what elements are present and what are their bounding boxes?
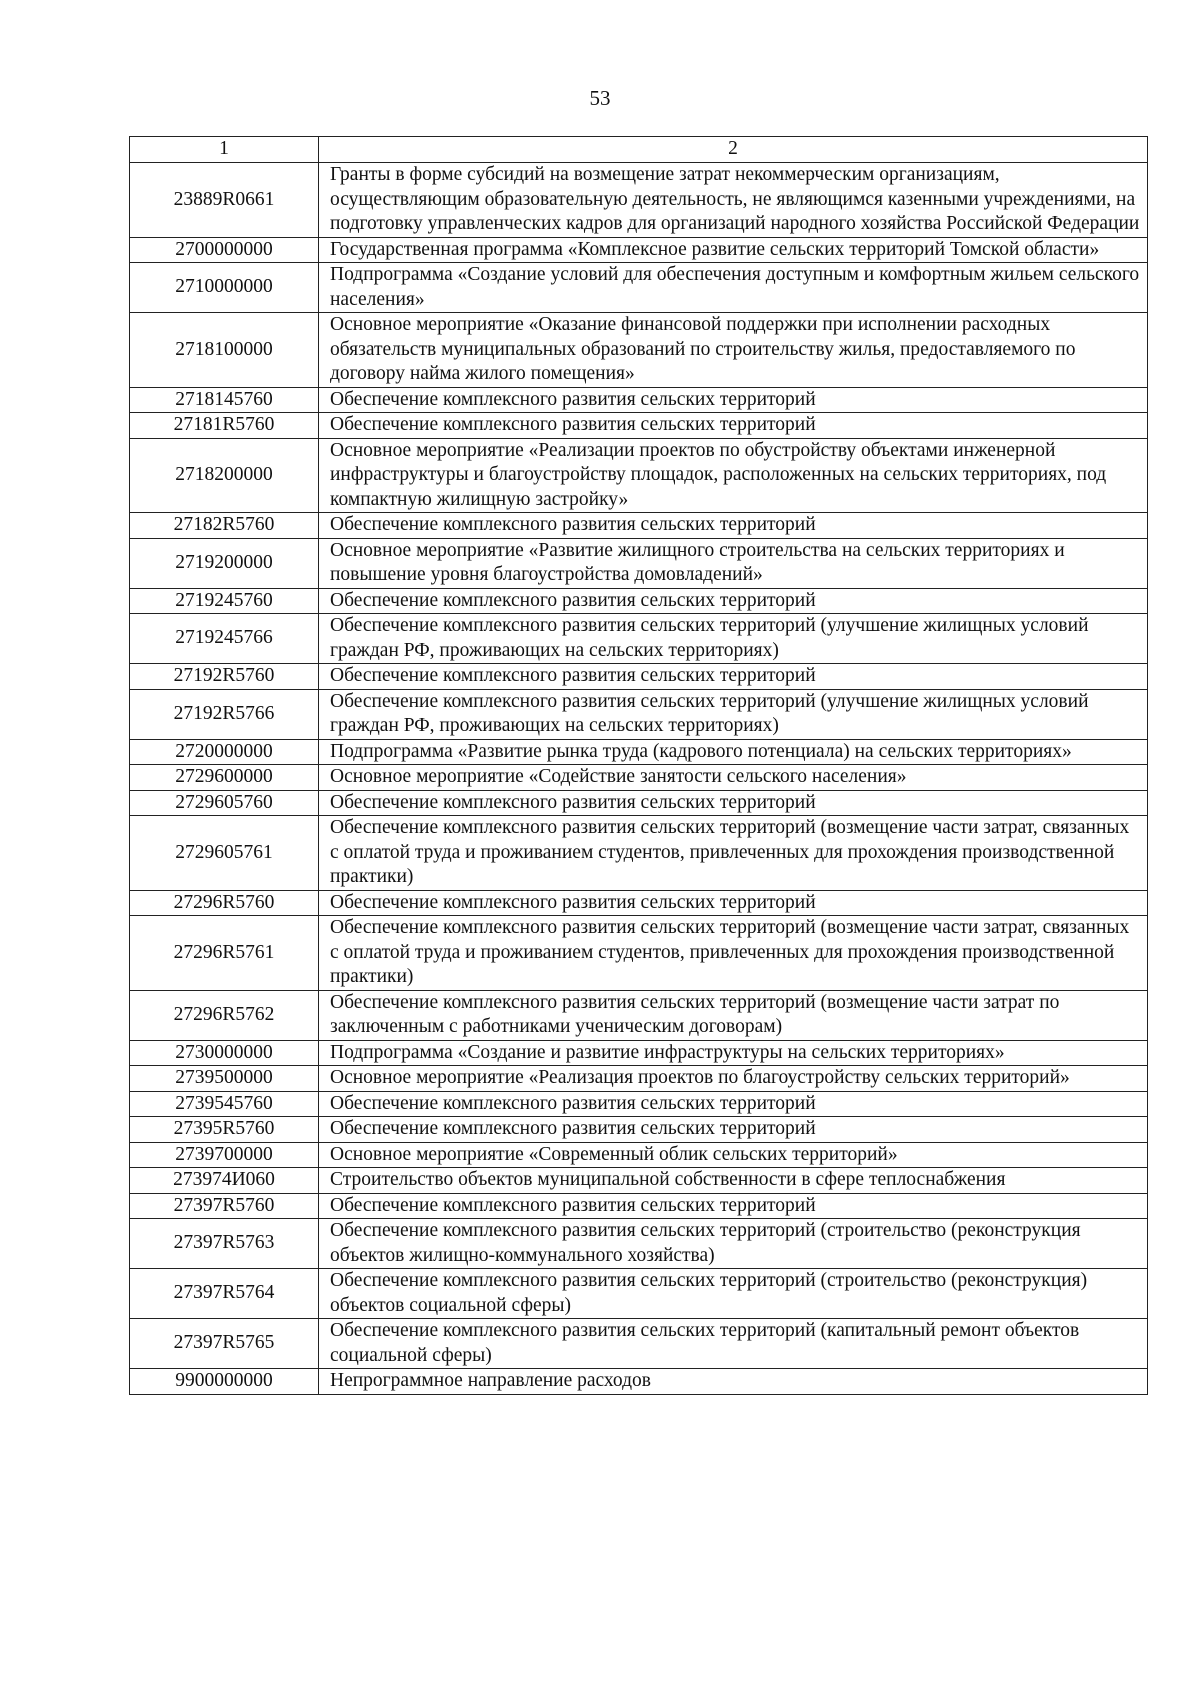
table-row: [130, 387, 1148, 413]
row-code: 2729600000: [130, 765, 319, 791]
row-code: 27192R5766: [130, 689, 319, 739]
table-row: [130, 1319, 1148, 1369]
row-code: 27397R5760: [130, 1193, 319, 1219]
table-row: [130, 765, 1148, 791]
table-row: [130, 614, 1148, 664]
row-description: Подпрограмма «Создание и развитие инфраструктуры на сельских территориях»: [319, 1040, 1148, 1066]
row-code: 2739545760: [130, 1091, 319, 1117]
row-code: 27181R5760: [130, 413, 319, 439]
table-row: [130, 1117, 1148, 1143]
table-row: [130, 313, 1148, 388]
classification-table: [129, 136, 1148, 1395]
table-row: [130, 1219, 1148, 1269]
row-code: 27397R5764: [130, 1269, 319, 1319]
row-description: Обеспечение комплексного развития сельских территорий: [319, 890, 1148, 916]
row-code: 27296R5760: [130, 890, 319, 916]
row-code: 27192R5760: [130, 664, 319, 690]
row-description: Основное мероприятие «Реализации проектов по обустройству объектами инженерной инфраструктуры и благоустройству площадок, расположенных на сельских территориях, под компактную жилищную застройку»: [319, 438, 1148, 513]
table-row: [130, 263, 1148, 313]
row-code: 2720000000: [130, 739, 319, 765]
row-description: Основное мероприятие «Оказание финансовой поддержки при исполнении расходных обязательств муниципальных образований по строительству жилья, предоставляемого по договору найма жилого помещения»: [319, 313, 1148, 388]
row-code: 2739500000: [130, 1066, 319, 1092]
table-row: [130, 237, 1148, 263]
row-description: Основное мероприятие «Развитие жилищного строительства на сельских территориях и повышение уровня благоустройства домовладений»: [319, 538, 1148, 588]
row-code: 2718145760: [130, 387, 319, 413]
row-description: Подпрограмма «Создание условий для обеспечения доступным и комфортным жильем сельского населения»: [319, 263, 1148, 313]
row-description: Обеспечение комплексного развития сельских территорий (возмещение части затрат по заключенным с работниками ученическим договорам): [319, 990, 1148, 1040]
header-col-2: 2: [319, 137, 1148, 163]
row-description: Обеспечение комплексного развития сельских территорий (возмещение части затрат, связанных с оплатой труда и проживанием студентов, привлеченных для прохождения производственной практики): [319, 816, 1148, 891]
row-description: Обеспечение комплексного развития сельских территорий: [319, 1091, 1148, 1117]
row-code: 23889R0661: [130, 163, 319, 238]
row-description: Обеспечение комплексного развития сельских территорий (улучшение жилищных условий граждан РФ, проживающих на сельских территориях): [319, 614, 1148, 664]
table-row: [130, 1193, 1148, 1219]
row-description: Непрограммное направление расходов: [319, 1369, 1148, 1395]
row-code: 27296R5761: [130, 916, 319, 991]
row-code: 2718200000: [130, 438, 319, 513]
table-row: [130, 664, 1148, 690]
row-code: 2739700000: [130, 1142, 319, 1168]
row-description: Обеспечение комплексного развития сельских территорий (строительство (реконструкция) объектов социальной сферы): [319, 1269, 1148, 1319]
row-description: Строительство объектов муниципальной собственности в сфере теплоснабжения: [319, 1168, 1148, 1194]
row-code: 27182R5760: [130, 513, 319, 539]
row-code: 2718100000: [130, 313, 319, 388]
row-description: Обеспечение комплексного развития сельских территорий: [319, 1117, 1148, 1143]
row-code: 27296R5762: [130, 990, 319, 1040]
row-code: 9900000000: [130, 1369, 319, 1395]
row-code: 2719200000: [130, 538, 319, 588]
row-description: Основное мероприятие «Реализация проектов по благоустройству сельских территорий»: [319, 1066, 1148, 1092]
row-description: Обеспечение комплексного развития сельских территорий: [319, 513, 1148, 539]
row-description: Обеспечение комплексного развития сельских территорий (возмещение части затрат, связанных с оплатой труда и проживанием студентов, привлеченных для прохождения производственной практики): [319, 916, 1148, 991]
row-code: 2729605761: [130, 816, 319, 891]
row-code: 2719245760: [130, 588, 319, 614]
row-code: 2700000000: [130, 237, 319, 263]
row-description: Основное мероприятие «Содействие занятости сельского населения»: [319, 765, 1148, 791]
table-row: [130, 1091, 1148, 1117]
row-description: Обеспечение комплексного развития сельских территорий (капитальный ремонт объектов социальной сферы): [319, 1319, 1148, 1369]
row-description: Подпрограмма «Развитие рынка труда (кадрового потенциала) на сельских территориях»: [319, 739, 1148, 765]
table-row: [130, 1066, 1148, 1092]
table-row: [130, 916, 1148, 991]
page-number: 53: [589, 86, 611, 110]
row-description: Обеспечение комплексного развития сельских территорий (строительство (реконструкция объектов жилищно-коммунального хозяйства): [319, 1219, 1148, 1269]
row-code: 27397R5765: [130, 1319, 319, 1369]
table-row: [130, 1168, 1148, 1194]
table-row: [130, 990, 1148, 1040]
table-header-row: [130, 137, 1148, 163]
table-row: [130, 413, 1148, 439]
table-row: [130, 689, 1148, 739]
row-description: Государственная программа «Комплексное развитие сельских территорий Томской области»: [319, 237, 1148, 263]
row-code: 2710000000: [130, 263, 319, 313]
row-description: Основное мероприятие «Современный облик сельских территорий»: [319, 1142, 1148, 1168]
table-row: [130, 588, 1148, 614]
table-row: [130, 1369, 1148, 1395]
header-col-1: 1: [130, 137, 319, 163]
row-description: Обеспечение комплексного развития сельских территорий: [319, 664, 1148, 690]
row-code: 27397R5763: [130, 1219, 319, 1269]
row-code: 27395R5760: [130, 1117, 319, 1143]
table-row: [130, 538, 1148, 588]
row-description: Обеспечение комплексного развития сельских территорий: [319, 588, 1148, 614]
row-description: Обеспечение комплексного развития сельских территорий: [319, 387, 1148, 413]
row-description: Гранты в форме субсидий на возмещение затрат некоммерческим организациям, осуществляющим образовательную деятельность, не являющимся казенными учреждениями, на подготовку управленческих кадров для организаций народного хозяйства Российской Федерации: [319, 163, 1148, 238]
row-code: 2719245766: [130, 614, 319, 664]
table-row: [130, 816, 1148, 891]
table-row: [130, 163, 1148, 238]
row-description: Обеспечение комплексного развития сельских территорий: [319, 1193, 1148, 1219]
row-code: 2729605760: [130, 790, 319, 816]
row-description: Обеспечение комплексного развития сельских территорий: [319, 790, 1148, 816]
table-row: [130, 739, 1148, 765]
row-code: 2730000000: [130, 1040, 319, 1066]
table-row: [130, 1142, 1148, 1168]
table-body: [130, 163, 1148, 1395]
table-row: [130, 890, 1148, 916]
row-description: Обеспечение комплексного развития сельских территорий: [319, 413, 1148, 439]
table-row: [130, 513, 1148, 539]
table-row: [130, 438, 1148, 513]
table-row: [130, 1269, 1148, 1319]
table-row: [130, 1040, 1148, 1066]
table-row: [130, 790, 1148, 816]
row-description: Обеспечение комплексного развития сельских территорий (улучшение жилищных условий граждан РФ, проживающих на сельских территориях): [319, 689, 1148, 739]
row-code: 273974И060: [130, 1168, 319, 1194]
